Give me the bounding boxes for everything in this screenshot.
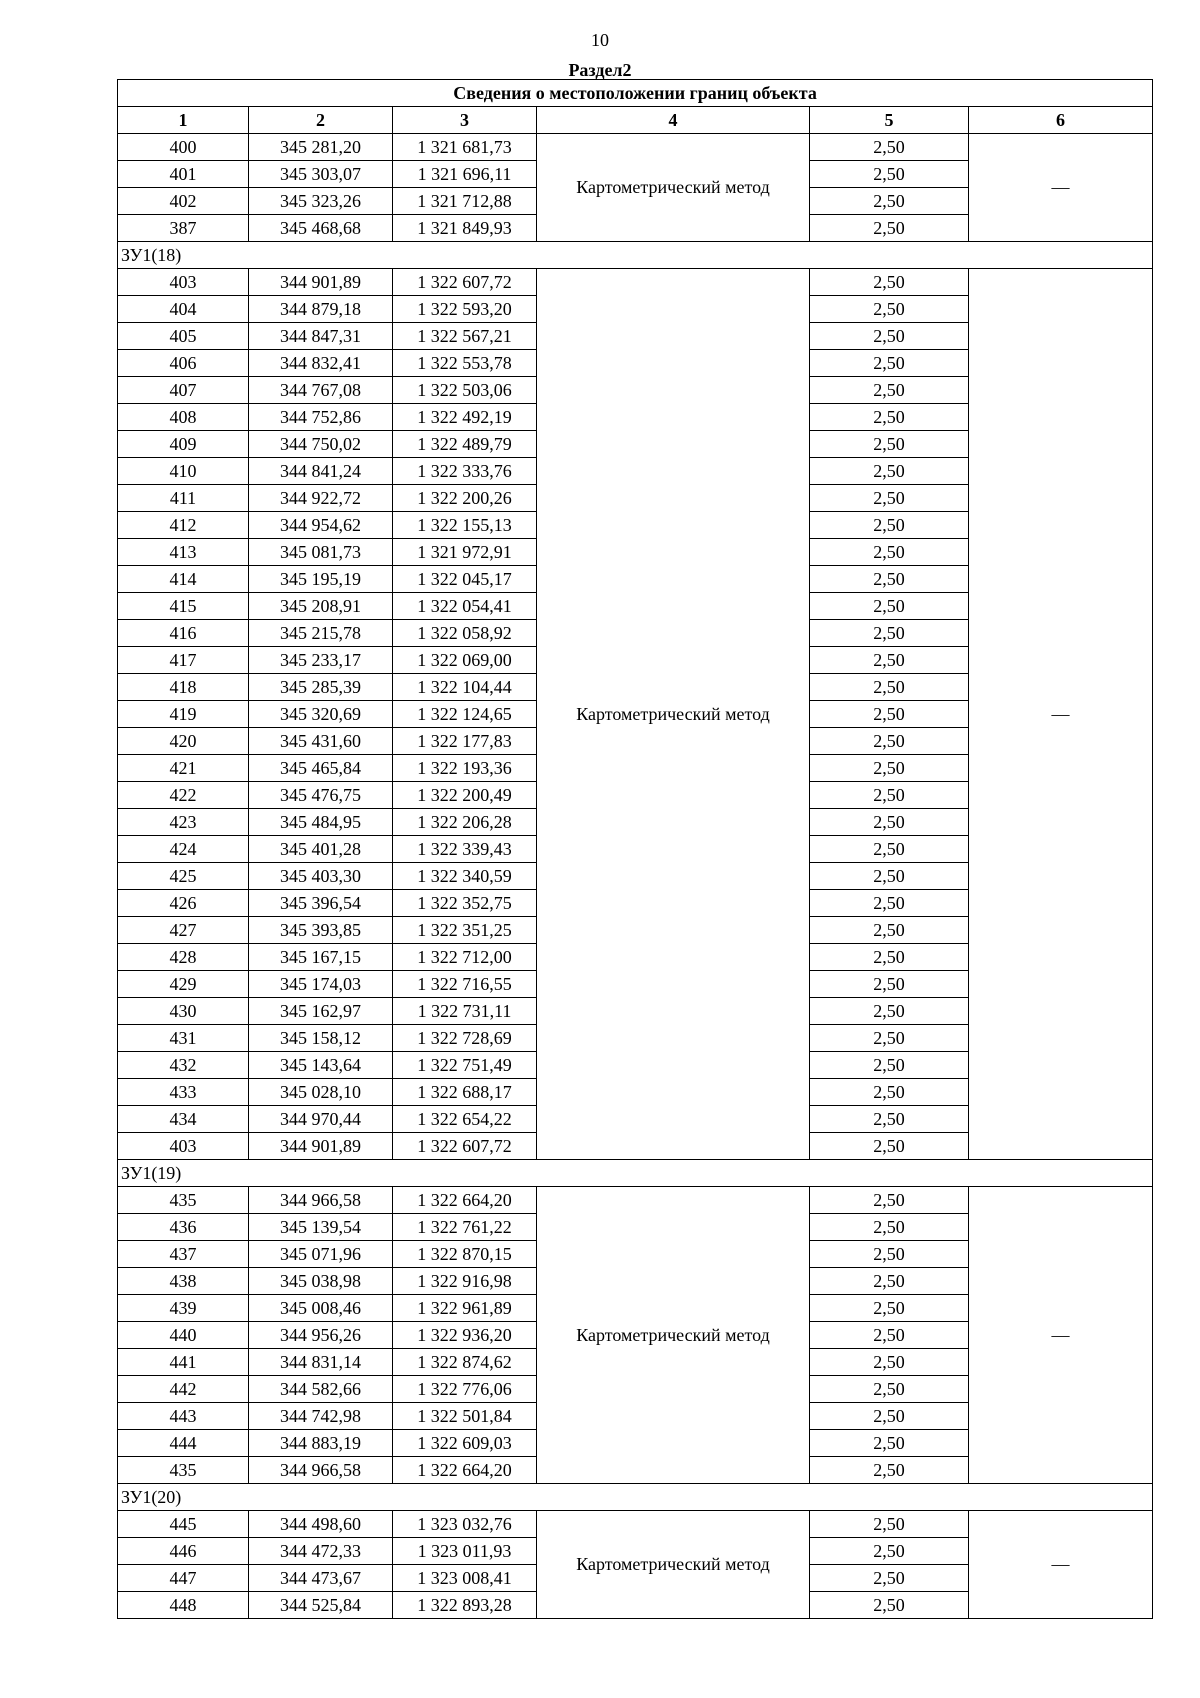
coordinate-y: 1 322 492,19 — [393, 404, 537, 431]
precision-value: 2,50 — [810, 1079, 969, 1106]
method-cell: Картометрический метод — [537, 269, 810, 1160]
coordinate-y: 1 322 961,89 — [393, 1295, 537, 1322]
table-body — [118, 80, 1153, 1619]
coordinate-x: 345 195,19 — [249, 566, 393, 593]
coordinate-y: 1 322 058,92 — [393, 620, 537, 647]
method-cell: Картометрический метод — [537, 134, 810, 242]
coordinate-x: 345 303,07 — [249, 161, 393, 188]
coordinate-y: 1 321 849,93 — [393, 215, 537, 242]
column-header: 5 — [810, 107, 969, 134]
coordinate-y: 1 322 177,83 — [393, 728, 537, 755]
table-row — [118, 134, 1153, 161]
coordinate-x: 345 281,20 — [249, 134, 393, 161]
precision-value: 2,50 — [810, 350, 969, 377]
point-number: 423 — [118, 809, 249, 836]
coordinate-x: 345 468,68 — [249, 215, 393, 242]
coordinate-x: 345 431,60 — [249, 728, 393, 755]
precision-value: 2,50 — [810, 1511, 969, 1538]
boundary-coordinates-table — [117, 79, 1153, 1619]
precision-value: 2,50 — [810, 404, 969, 431]
point-number: 407 — [118, 377, 249, 404]
point-number: 422 — [118, 782, 249, 809]
coordinate-x: 345 323,26 — [249, 188, 393, 215]
point-number: 406 — [118, 350, 249, 377]
coordinate-y: 1 322 874,62 — [393, 1349, 537, 1376]
precision-value: 2,50 — [810, 134, 969, 161]
precision-value: 2,50 — [810, 674, 969, 701]
coordinate-x: 345 167,15 — [249, 944, 393, 971]
precision-value: 2,50 — [810, 161, 969, 188]
coordinate-y: 1 322 664,20 — [393, 1187, 537, 1214]
precision-value: 2,50 — [810, 1403, 969, 1430]
point-number: 433 — [118, 1079, 249, 1106]
coordinate-x: 345 008,46 — [249, 1295, 393, 1322]
column-header: 6 — [969, 107, 1153, 134]
coordinate-x: 344 832,41 — [249, 350, 393, 377]
precision-value: 2,50 — [810, 782, 969, 809]
point-number: 403 — [118, 1133, 249, 1160]
precision-value: 2,50 — [810, 1592, 969, 1619]
point-number: 419 — [118, 701, 249, 728]
point-number: 435 — [118, 1187, 249, 1214]
coordinate-y: 1 322 751,49 — [393, 1052, 537, 1079]
coordinate-x: 344 831,14 — [249, 1349, 393, 1376]
coordinate-y: 1 322 936,20 — [393, 1322, 537, 1349]
coordinate-x: 344 742,98 — [249, 1403, 393, 1430]
coordinate-x: 345 233,17 — [249, 647, 393, 674]
coordinate-x: 345 071,96 — [249, 1241, 393, 1268]
point-number: 421 — [118, 755, 249, 782]
coordinate-y: 1 322 609,03 — [393, 1430, 537, 1457]
coordinate-y: 1 323 008,41 — [393, 1565, 537, 1592]
coordinate-x: 345 401,28 — [249, 836, 393, 863]
coordinate-x: 344 472,33 — [249, 1538, 393, 1565]
coordinate-y: 1 322 489,79 — [393, 431, 537, 458]
point-number: 417 — [118, 647, 249, 674]
coordinate-x: 345 174,03 — [249, 971, 393, 998]
point-number: 434 — [118, 1106, 249, 1133]
coordinate-y: 1 322 776,06 — [393, 1376, 537, 1403]
point-number: 428 — [118, 944, 249, 971]
precision-value: 2,50 — [810, 809, 969, 836]
coordinate-y: 1 322 155,13 — [393, 512, 537, 539]
point-number: 440 — [118, 1322, 249, 1349]
point-number: 387 — [118, 215, 249, 242]
point-number: 409 — [118, 431, 249, 458]
coordinate-x: 344 901,89 — [249, 1133, 393, 1160]
group-label: ЗУ1(18) — [118, 242, 1153, 269]
coordinate-y: 1 322 351,25 — [393, 917, 537, 944]
note-dash: — — [969, 269, 1153, 1160]
precision-value: 2,50 — [810, 458, 969, 485]
coordinate-y: 1 321 681,73 — [393, 134, 537, 161]
point-number: 427 — [118, 917, 249, 944]
precision-value: 2,50 — [810, 269, 969, 296]
precision-value: 2,50 — [810, 1538, 969, 1565]
point-number: 405 — [118, 323, 249, 350]
precision-value: 2,50 — [810, 836, 969, 863]
coordinate-y: 1 322 104,44 — [393, 674, 537, 701]
coordinate-x: 345 208,91 — [249, 593, 393, 620]
precision-value: 2,50 — [810, 1349, 969, 1376]
group-label-row — [118, 1484, 1153, 1511]
coordinate-y: 1 322 339,43 — [393, 836, 537, 863]
coordinate-y: 1 322 731,11 — [393, 998, 537, 1025]
coordinate-y: 1 322 206,28 — [393, 809, 537, 836]
coordinate-x: 344 879,18 — [249, 296, 393, 323]
precision-value: 2,50 — [810, 917, 969, 944]
point-number: 448 — [118, 1592, 249, 1619]
coordinate-x: 344 966,58 — [249, 1187, 393, 1214]
precision-value: 2,50 — [810, 1052, 969, 1079]
coordinate-y: 1 322 567,21 — [393, 323, 537, 350]
precision-value: 2,50 — [810, 323, 969, 350]
coordinate-x: 345 465,84 — [249, 755, 393, 782]
table-row — [118, 1511, 1153, 1538]
point-number: 415 — [118, 593, 249, 620]
point-number: 436 — [118, 1214, 249, 1241]
coordinate-x: 344 922,72 — [249, 485, 393, 512]
table-caption-row — [118, 80, 1153, 107]
precision-value: 2,50 — [810, 1241, 969, 1268]
coordinate-x: 345 038,98 — [249, 1268, 393, 1295]
precision-value: 2,50 — [810, 998, 969, 1025]
point-number: 400 — [118, 134, 249, 161]
precision-value: 2,50 — [810, 1187, 969, 1214]
coordinate-x: 344 582,66 — [249, 1376, 393, 1403]
coordinate-y: 1 322 045,17 — [393, 566, 537, 593]
column-header: 4 — [537, 107, 810, 134]
coordinate-y: 1 322 607,72 — [393, 269, 537, 296]
precision-value: 2,50 — [810, 377, 969, 404]
coordinate-y: 1 322 728,69 — [393, 1025, 537, 1052]
point-number: 444 — [118, 1430, 249, 1457]
point-number: 430 — [118, 998, 249, 1025]
precision-value: 2,50 — [810, 431, 969, 458]
precision-value: 2,50 — [810, 566, 969, 593]
coordinate-y: 1 321 696,11 — [393, 161, 537, 188]
column-header: 1 — [118, 107, 249, 134]
precision-value: 2,50 — [810, 1295, 969, 1322]
point-number: 416 — [118, 620, 249, 647]
coordinate-y: 1 322 688,17 — [393, 1079, 537, 1106]
coordinate-x: 345 403,30 — [249, 863, 393, 890]
group-label: ЗУ1(20) — [118, 1484, 1153, 1511]
coordinate-y: 1 322 054,41 — [393, 593, 537, 620]
page-number: 10 — [591, 30, 609, 50]
column-header: 3 — [393, 107, 537, 134]
coordinate-y: 1 322 664,20 — [393, 1457, 537, 1484]
coordinate-y: 1 321 972,91 — [393, 539, 537, 566]
coordinate-y: 1 323 011,93 — [393, 1538, 537, 1565]
coordinate-y: 1 322 593,20 — [393, 296, 537, 323]
point-number: 442 — [118, 1376, 249, 1403]
coordinate-y: 1 322 761,22 — [393, 1214, 537, 1241]
precision-value: 2,50 — [810, 1376, 969, 1403]
precision-value: 2,50 — [810, 485, 969, 512]
coordinate-x: 344 901,89 — [249, 269, 393, 296]
point-number: 431 — [118, 1025, 249, 1052]
coordinate-x: 344 473,67 — [249, 1565, 393, 1592]
precision-value: 2,50 — [810, 647, 969, 674]
precision-value: 2,50 — [810, 1322, 969, 1349]
coordinate-x: 345 215,78 — [249, 620, 393, 647]
table-row — [118, 269, 1153, 296]
precision-value: 2,50 — [810, 944, 969, 971]
precision-value: 2,50 — [810, 215, 969, 242]
precision-value: 2,50 — [810, 1430, 969, 1457]
coordinate-y: 1 322 200,26 — [393, 485, 537, 512]
precision-value: 2,50 — [810, 701, 969, 728]
precision-value: 2,50 — [810, 539, 969, 566]
table-header-row — [118, 107, 1153, 134]
method-cell: Картометрический метод — [537, 1187, 810, 1484]
point-number: 425 — [118, 863, 249, 890]
coordinate-y: 1 322 340,59 — [393, 863, 537, 890]
coordinate-x: 345 081,73 — [249, 539, 393, 566]
table-caption: Сведения о местоположении границ объекта — [118, 80, 1153, 107]
coordinate-x: 344 525,84 — [249, 1592, 393, 1619]
coordinate-x: 344 956,26 — [249, 1322, 393, 1349]
coordinate-x: 345 285,39 — [249, 674, 393, 701]
note-dash: — — [969, 1511, 1153, 1619]
precision-value: 2,50 — [810, 728, 969, 755]
coordinate-x: 345 158,12 — [249, 1025, 393, 1052]
coordinate-x: 344 498,60 — [249, 1511, 393, 1538]
point-number: 429 — [118, 971, 249, 998]
precision-value: 2,50 — [810, 971, 969, 998]
point-number: 426 — [118, 890, 249, 917]
coordinate-y: 1 321 712,88 — [393, 188, 537, 215]
coordinate-x: 345 162,97 — [249, 998, 393, 1025]
point-number: 445 — [118, 1511, 249, 1538]
point-number: 443 — [118, 1403, 249, 1430]
precision-value: 2,50 — [810, 755, 969, 782]
note-dash: — — [969, 1187, 1153, 1484]
point-number: 439 — [118, 1295, 249, 1322]
precision-value: 2,50 — [810, 593, 969, 620]
precision-value: 2,50 — [810, 1565, 969, 1592]
precision-value: 2,50 — [810, 512, 969, 539]
coordinate-y: 1 322 352,75 — [393, 890, 537, 917]
precision-value: 2,50 — [810, 890, 969, 917]
coordinate-y: 1 322 607,72 — [393, 1133, 537, 1160]
coordinate-y: 1 322 553,78 — [393, 350, 537, 377]
precision-value: 2,50 — [810, 1133, 969, 1160]
coordinate-y: 1 322 200,49 — [393, 782, 537, 809]
coordinate-y: 1 322 893,28 — [393, 1592, 537, 1619]
coordinate-y: 1 322 333,76 — [393, 458, 537, 485]
section-title: Раздел2 — [568, 60, 632, 80]
point-number: 401 — [118, 161, 249, 188]
coordinate-y: 1 322 654,22 — [393, 1106, 537, 1133]
column-header: 2 — [249, 107, 393, 134]
point-number: 408 — [118, 404, 249, 431]
precision-value: 2,50 — [810, 296, 969, 323]
point-number: 447 — [118, 1565, 249, 1592]
coordinate-y: 1 322 870,15 — [393, 1241, 537, 1268]
coordinate-x: 344 970,44 — [249, 1106, 393, 1133]
point-number: 420 — [118, 728, 249, 755]
coordinate-x: 345 028,10 — [249, 1079, 393, 1106]
precision-value: 2,50 — [810, 863, 969, 890]
coordinate-y: 1 322 124,65 — [393, 701, 537, 728]
point-number: 414 — [118, 566, 249, 593]
coordinate-y: 1 322 712,00 — [393, 944, 537, 971]
coordinate-x: 344 750,02 — [249, 431, 393, 458]
point-number: 410 — [118, 458, 249, 485]
coordinate-x: 345 139,54 — [249, 1214, 393, 1241]
point-number: 438 — [118, 1268, 249, 1295]
coordinate-x: 344 841,24 — [249, 458, 393, 485]
point-number: 437 — [118, 1241, 249, 1268]
coordinate-y: 1 323 032,76 — [393, 1511, 537, 1538]
point-number: 432 — [118, 1052, 249, 1079]
point-number: 418 — [118, 674, 249, 701]
point-number: 424 — [118, 836, 249, 863]
point-number: 402 — [118, 188, 249, 215]
coordinate-y: 1 322 501,84 — [393, 1403, 537, 1430]
precision-value: 2,50 — [810, 1106, 969, 1133]
precision-value: 2,50 — [810, 1457, 969, 1484]
coordinate-y: 1 322 193,36 — [393, 755, 537, 782]
method-cell: Картометрический метод — [537, 1511, 810, 1619]
precision-value: 2,50 — [810, 1214, 969, 1241]
group-label: ЗУ1(19) — [118, 1160, 1153, 1187]
point-number: 411 — [118, 485, 249, 512]
note-dash: — — [969, 134, 1153, 242]
coordinate-y: 1 322 503,06 — [393, 377, 537, 404]
point-number: 413 — [118, 539, 249, 566]
coordinate-x: 345 476,75 — [249, 782, 393, 809]
coordinate-x: 345 320,69 — [249, 701, 393, 728]
coordinate-y: 1 322 069,00 — [393, 647, 537, 674]
coordinate-x: 345 396,54 — [249, 890, 393, 917]
coordinate-x: 344 847,31 — [249, 323, 393, 350]
precision-value: 2,50 — [810, 188, 969, 215]
coordinate-x: 344 767,08 — [249, 377, 393, 404]
group-label-row — [118, 242, 1153, 269]
coordinate-x: 345 143,64 — [249, 1052, 393, 1079]
coordinate-y: 1 322 716,55 — [393, 971, 537, 998]
coordinate-x: 344 752,86 — [249, 404, 393, 431]
point-number: 404 — [118, 296, 249, 323]
coordinate-x: 344 966,58 — [249, 1457, 393, 1484]
point-number: 441 — [118, 1349, 249, 1376]
precision-value: 2,50 — [810, 620, 969, 647]
coordinate-y: 1 322 916,98 — [393, 1268, 537, 1295]
precision-value: 2,50 — [810, 1025, 969, 1052]
point-number: 446 — [118, 1538, 249, 1565]
group-label-row — [118, 1160, 1153, 1187]
point-number: 403 — [118, 269, 249, 296]
coordinate-x: 344 954,62 — [249, 512, 393, 539]
coordinate-x: 345 484,95 — [249, 809, 393, 836]
table-row — [118, 1187, 1153, 1214]
precision-value: 2,50 — [810, 1268, 969, 1295]
coordinate-x: 344 883,19 — [249, 1430, 393, 1457]
point-number: 435 — [118, 1457, 249, 1484]
point-number: 412 — [118, 512, 249, 539]
coordinate-x: 345 393,85 — [249, 917, 393, 944]
